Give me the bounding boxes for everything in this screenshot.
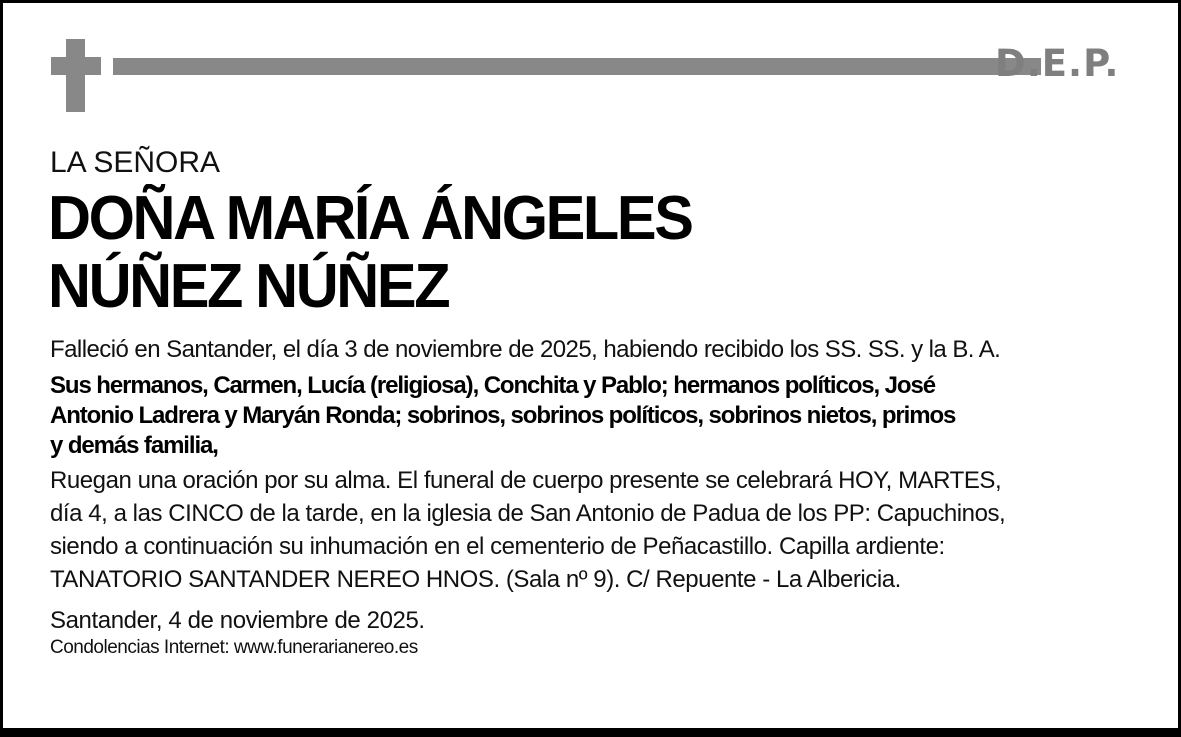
obituary-content (50, 143, 1150, 659)
service-line: Ruegan una oración por su alma. El funeral de cuerpo presente se celebrará HOY, MARTES, (50, 467, 1002, 494)
service-details (50, 464, 1150, 596)
cross-icon (51, 39, 101, 113)
deceased-name-line-2: NÚÑEZ NÚÑEZ (48, 252, 449, 321)
family-line: Antonio Ladrera y Maryán Ronda; sobrinos, sobrinos políticos, sobrinos nietos, primos (50, 402, 956, 429)
family-list (50, 371, 1150, 461)
death-notice: Falleció en Santander, el día 3 de noviembre de 2025, habiendo recibido los SS. SS. y la B. A. (50, 336, 1001, 363)
deceased-name (48, 185, 1106, 321)
condolences-link: Condolencias Internet: www.funerarianereo.es (50, 637, 418, 658)
header-rule (113, 58, 1041, 75)
place-date: Santander, 4 de noviembre de 2025. (50, 607, 425, 634)
family-line: Sus hermanos, Carmen, Lucía (religiosa), Conchita y Pablo; hermanos políticos, José (50, 372, 935, 399)
obituary-header (51, 39, 1141, 113)
service-line: TANATORIO SANTANDER NEREO HNOS. (Sala nº 9). C/ Repuente - La Albericia. (50, 566, 901, 593)
deceased-name-line-1: DOÑA MARÍA ÁNGELES (48, 184, 692, 253)
dep-label: D.E.P. (995, 42, 1120, 85)
honorific: LA SEÑORA (50, 146, 221, 179)
service-line: siendo a continuación su inhumación en el cementerio de Peñacastillo. Capilla ardiente: (50, 533, 945, 560)
service-line: día 4, a las CINCO de la tarde, en la iglesia de San Antonio de Padua de los PP: Capuchinos, (50, 500, 1006, 527)
family-line: y demás familia, (50, 432, 218, 459)
